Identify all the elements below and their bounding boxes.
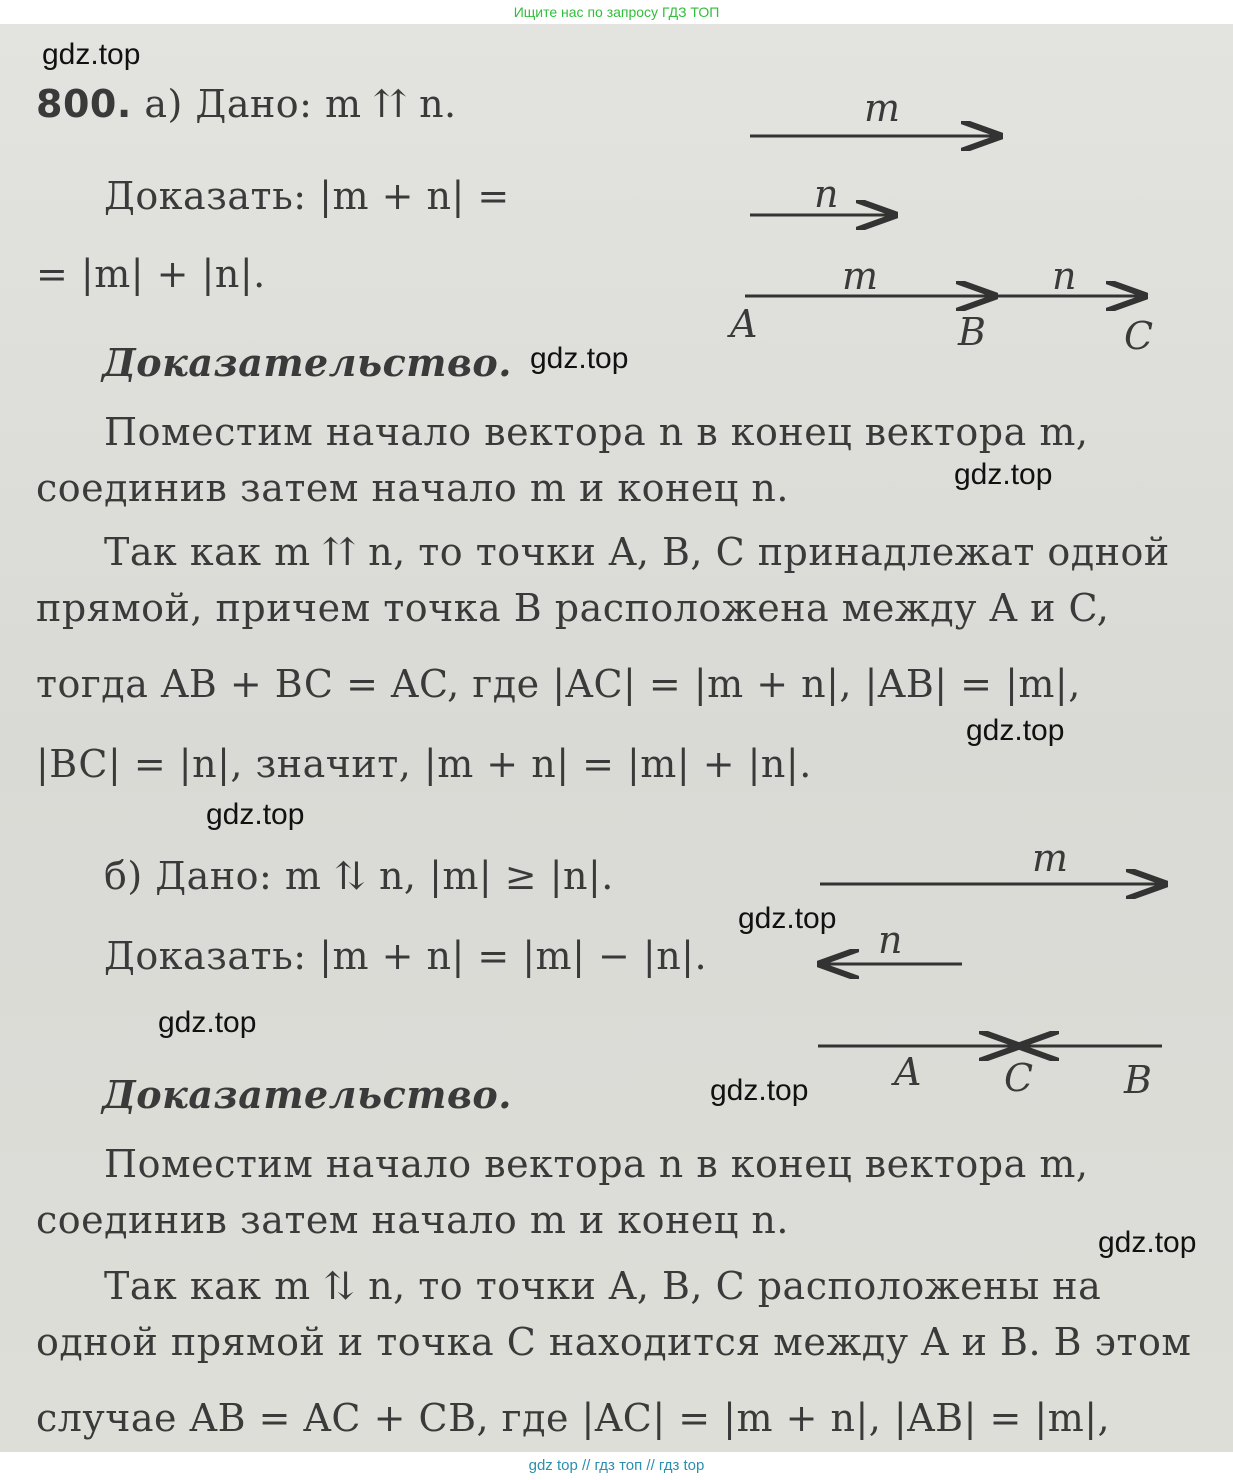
proof-a-p1-l1: Поместим начало вектора n в конец вектора m, (104, 410, 1089, 454)
proof-a-p2-l1: Так как m ⇈ n, то точки A, B, C принадлежат одной (104, 530, 1170, 574)
watermark: gdz.top (206, 798, 305, 831)
problem-number: 800. (36, 82, 132, 126)
bottom-banner: gdz top // гдз топ // гдз top (0, 1452, 1233, 1480)
watermark: gdz.top (954, 458, 1053, 491)
watermark: gdz.top (1098, 1226, 1197, 1259)
fig-b-point-c: C (1004, 1056, 1034, 1100)
fig-a-label-n2: n (1052, 254, 1077, 298)
proof-b-p1-l2: соединив затем начало m и конец n. (36, 1198, 789, 1242)
proof-a-p1-l2: соединив затем начало m и конец n. (36, 466, 789, 510)
fig-a-label-m2: m (842, 254, 879, 298)
textbook-page (0, 24, 1233, 1452)
fig-b-point-b: B (1124, 1058, 1152, 1102)
watermark: gdz.top (158, 1006, 257, 1039)
fig-a-point-b: B (958, 310, 986, 354)
proof-a-p2-l4: |BC| = |n|, значит, |m + n| = |m| + |n|. (36, 742, 812, 786)
watermark: gdz.top (710, 1074, 809, 1107)
watermark: gdz.top (42, 38, 141, 71)
proof-a-p2-l3: тогда AB + BC = AC, где |AC| = |m + n|, |AB| = |m|, (36, 662, 1081, 706)
fig-b-label-n: n (878, 918, 903, 962)
watermark: gdz.top (530, 342, 629, 375)
fig-a-label-n: n (814, 172, 839, 216)
proof-a-p2-l2: прямой, причем точка B расположена между A и C, (36, 586, 1110, 630)
watermark: gdz.top (738, 902, 837, 935)
top-banner: Ищите нас по запросу ГДЗ ТОП (0, 0, 1233, 24)
proof-b-p2-l3: случае AB = AC + CB, где |AC| = |m + n|, |AB| = |m|, (36, 1396, 1111, 1440)
fig-b-label-m: m (1032, 836, 1069, 880)
proof-title-a: Доказательство. (102, 340, 512, 385)
proof-title-b: Доказательство. (102, 1072, 512, 1117)
prove-a-line2: = |m| + |n|. (36, 252, 266, 296)
fig-a-label-m: m (864, 86, 901, 130)
proof-b-p2-l2: одной прямой и точка C находится между A и B. В этом (36, 1320, 1192, 1364)
fig-a-point-c: C (1124, 314, 1154, 358)
proof-b-p2-l1: Так как m ⇅ n, то точки A, B, C расположены на (104, 1264, 1102, 1308)
fig-b-point-a: A (894, 1050, 922, 1094)
given-b: б) Дано: m ⇅ n, |m| ≥ |n|. (104, 854, 614, 898)
fig-a-point-a: A (730, 302, 758, 346)
prove-a-line1: Доказать: |m + n| = (104, 174, 510, 218)
watermark: gdz.top (966, 714, 1065, 747)
proof-b-p1-l1: Поместим начало вектора n в конец вектора m, (104, 1142, 1089, 1186)
given-a: а) Дано: m ⇈ n. (144, 82, 457, 126)
prove-b: Доказать: |m + n| = |m| − |n|. (104, 934, 708, 978)
